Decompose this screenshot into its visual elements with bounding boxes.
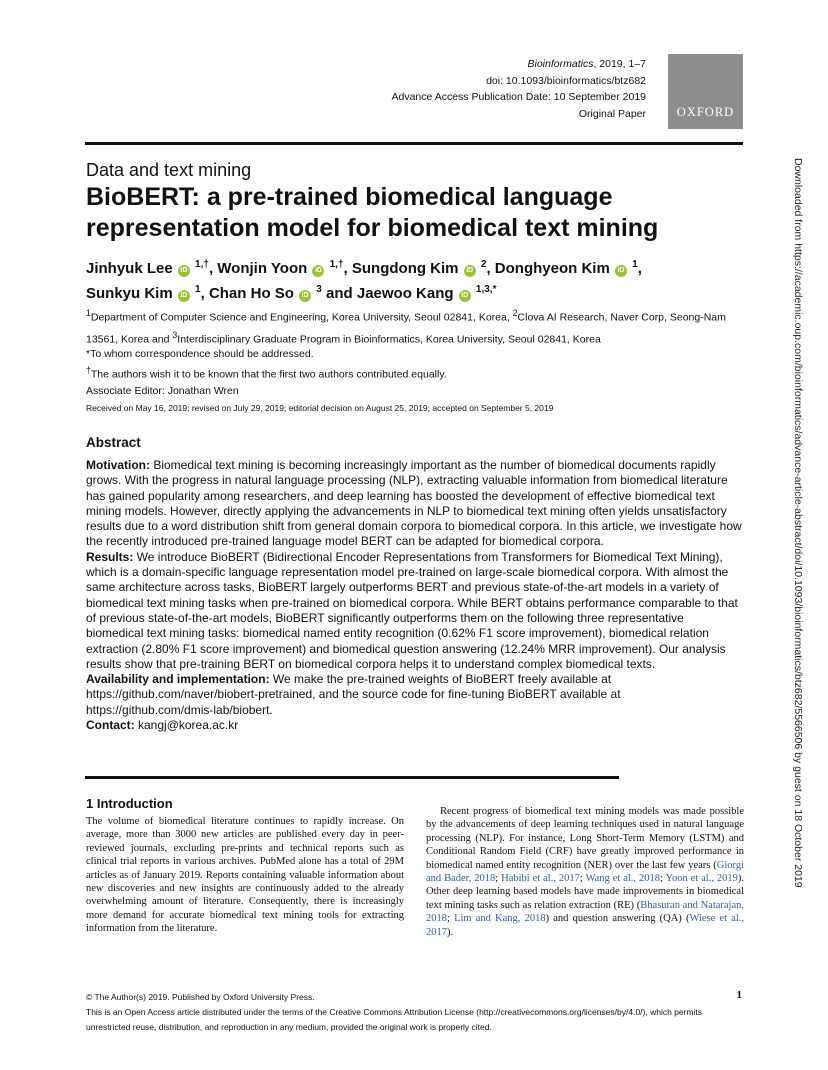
orcid-icon[interactable]: iD (459, 290, 471, 302)
orcid-icon[interactable]: iD (178, 290, 190, 302)
author-name: Sunkyu Kim (86, 285, 177, 302)
oxford-logo (668, 54, 743, 129)
introduction-left-column: The volume of biomedical literature continues to rapidly increase. On average, more than 3000 new articles are published every day in peer-reviewed journals, excluding pre-prints and technical reports such as clinical trial reports in various archives. PubMed alone has a total of 29M articles as of January 2019. Reports containing valuable information about new discoveries and new insights are continuously added to the already overwhelming amount of literature. Consequently, there is increasingly more demand for accurate biomedical text mining tools for extracting information from the literature. (86, 816, 404, 935)
author-affiliation-marker: 1,† (195, 259, 209, 270)
author-notes (86, 346, 744, 399)
author-affiliation-marker: 1 (195, 284, 201, 295)
advance-access-date: Advance Access Publication Date: 10 September 2019 (391, 91, 646, 103)
doi[interactable]: doi: 10.1093/bioinformatics/btz682 (486, 74, 646, 87)
author-separator: , (200, 285, 209, 302)
affiliation-text: Clova AI Research, Naver Corp, Seong-Nam 13561, Korea and (86, 311, 726, 345)
author-name: Donghyeon Kim (494, 260, 614, 277)
introduction-heading: 1 Introduction (86, 796, 173, 811)
correspondence-note: *To whom correspondence should be addressed. (86, 348, 314, 360)
citation-link[interactable]: Wang et al., 2018 (585, 873, 660, 885)
abstract-motivation: Motivation: Biomedical text mining is becoming increasingly important as the number of biomedical documents rapidly grows. With the progress in natural language processing (NLP), extracting valuable information from biomedical literature has gained popularity among researchers, and deep learning has boosted the development of effective biomedical text mining models. However, directly applying the advancements in NLP to biomedical text mining often yields unsatisfactory results due to a word distribution shift from general domain corpora to biomedical corpora. In this article, we investigate how the recently introduced pre-trained language model BERT can be adapted for biomedical corpora. (86, 458, 742, 549)
oxford-logo-text: OXFORD (676, 105, 735, 119)
copyright: © The Author(s) 2019. Published by Oxford University Press. (86, 992, 315, 1002)
citation-link[interactable]: Habibi et al., 2017 (501, 873, 580, 885)
footer (86, 990, 744, 1035)
download-note: Downloaded from https://academic.oup.com/bioinformatics/advance-article-abstract/doi/10.1093/bioinformatics/btz682/5566506 by guest on 18 October 2019 (792, 158, 804, 888)
author-affiliation-marker: 1 (632, 259, 638, 270)
abstract-results: Results: We introduce BioBERT (Bidirectional Encoder Representations from Transformers for Biomedical Text Mining), which is a domain-specific language representation model pre-trained on large-scale biomedical corpora. With almost the same architecture across tasks, BioBERT largely outperforms BERT and previous state-of-the-art models in a variety of biomedical text mining tasks when pre-trained on biomedical corpora. While BERT obtains performance comparable to that of previous state-of-the-art models, BioBERT significantly outperforms them on the following three representative biomedical text mining tasks: biomedical named entity recognition (0.62% F1 score improvement), biomedical relation extraction (2.80% F1 score improvement) and biomedical question answering (12.24% MRR improvement). Our analysis results show that pre-training BERT on biomedical corpora helps it to understand complex biomedical texts. (86, 549, 738, 671)
author-name: Sungdong Kim (351, 260, 463, 277)
body-text: ; (495, 873, 502, 885)
journal-info (392, 56, 647, 122)
author-affiliation-marker: 3 (316, 284, 322, 295)
author-name: Jinhyuk Lee (86, 260, 177, 277)
orcid-icon[interactable]: iD (615, 265, 627, 277)
author-separator: , (486, 260, 495, 277)
author-list (86, 254, 726, 304)
body-text: Recent progress of biomedical text mining models was made possible by the advancements of deep learning techniques used in natural language processing (NLP). For instance, Long Short-Term Memory (LSTM) and Conditional Random Field (CRF) have greatly improved performance in biomedical named entity recognition (NER) over the last few years ( (426, 806, 744, 871)
header-rule (85, 142, 743, 145)
abstract-body (86, 458, 744, 733)
orcid-icon[interactable]: iD (312, 265, 324, 277)
author-affiliation-marker: 1,† (329, 259, 344, 270)
paper-title: BioBERT: a pre-trained biomedical language representation model for biomedical text mining (86, 183, 659, 242)
affiliations (86, 305, 744, 348)
equal-contribution-note: †The authors wish it to be known that the first two authors contributed equally. (86, 365, 447, 381)
journal-citation: Bioinformatics, 2019, 1–7 (527, 58, 646, 70)
abstract-contact: Contact: kangj@korea.ac.kr (86, 718, 239, 733)
abstract-availability: Availability and implementation: We make the pre-trained weights of BioBERT freely available at https://github.com/naver/biobert-pretrained, and the source code for fine-tuning BioBERT available at https://github.com/dmis-lab/biobert. (86, 672, 621, 717)
affiliation-marker: 1 (86, 308, 91, 318)
author-separator: , (637, 260, 642, 277)
orcid-icon[interactable]: iD (299, 290, 311, 302)
author-separator: and (321, 285, 357, 302)
orcid-icon[interactable]: iD (464, 265, 476, 277)
affiliation-marker: 2 (512, 308, 518, 318)
received-dates: Received on May 16, 2019; revised on July 29, 2019; editorial decision on August 25, 2019; accepted on September 5, 2019 (86, 403, 554, 413)
body-text: ) and question answering (QA) ( (545, 913, 690, 925)
orcid-icon[interactable]: iD (178, 265, 190, 277)
paper-type: Original Paper (578, 107, 646, 120)
page-number: 1 (736, 989, 742, 1001)
body-text: ; (579, 873, 586, 885)
author-affiliation-marker: 2 (480, 259, 487, 270)
body-text: ). (447, 926, 454, 938)
abstract-rule (85, 776, 619, 779)
citation-link[interactable]: Bhasuran and Natarajan, 2018 (426, 899, 745, 925)
section-label: Data and text mining (86, 160, 252, 180)
author-name: Wonjin Yoon (217, 260, 312, 277)
author-separator: , (343, 260, 352, 277)
citation-link[interactable]: Wiese et al., 2017 (426, 913, 744, 938)
author-name: Jaewoo Kang (356, 285, 458, 302)
affiliation-text: Interdisciplinary Graduate Program in Bioinformatics, Korea University, Seoul 02841, Korea (177, 333, 601, 345)
body-text: ). Other deep learning based models have made improvements in biomedical text mining tasks such as relation extraction (RE) ( (426, 873, 745, 911)
body-text: ; (659, 873, 666, 885)
citation-link[interactable]: Yoon et al., 2019 (665, 873, 738, 885)
citation-link[interactable]: Giorgi and Bader, 2018 (426, 859, 744, 885)
abstract-heading: Abstract (86, 435, 141, 450)
body-text: ; (447, 913, 455, 925)
introduction-right-column (426, 805, 744, 939)
author-affiliation-marker: 1,3,* (475, 284, 497, 295)
license: This is an Open Access article distributed under the terms of the Creative Commons Attribution License (http://creativecommons.org/licenses/by/4.0/), which permits unrestricted reuse, distribution, and reproduction in any medium, provided the original work is properly cited. (86, 1007, 703, 1032)
affiliation-marker: 3 (172, 329, 178, 340)
affiliation-text: Department of Computer Science and Engineering, Korea University, Seoul 02841, Korea, (90, 311, 513, 324)
author-separator: , (208, 260, 218, 277)
associate-editor: Associate Editor: Jonathan Wren (86, 384, 239, 397)
author-name: Chan Ho So (208, 285, 299, 302)
citation-link[interactable]: Lim and Kang, 2018 (454, 913, 546, 925)
